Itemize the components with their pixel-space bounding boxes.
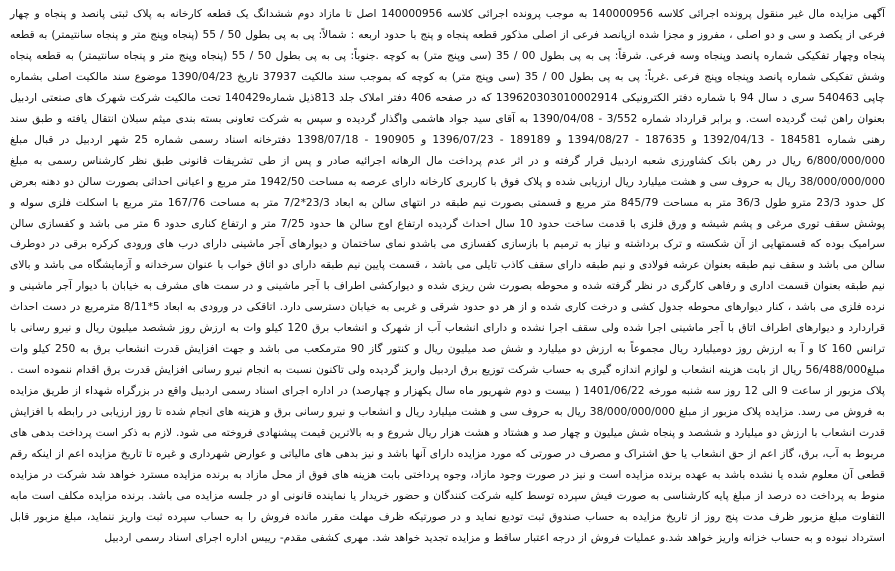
auction-notice-text: آگهی مزایده مال غیر منقول پرونده اجرائی کلاسه 140000956 به موجب پرونده اجرائی کلاسه 140000956 اصل تا مازاد دوم ششدانگ یک قطعه کارخانه به پلاک ثبتی پانصد و پنجاه و چهار فرعی از یکصد و سی و دو اصلی ، مفروز و مجزا شده ازپانصد فرعی از اصلی مذکور قطعه پنجاه و پنج با حدود اربعه : شمالاً: پی به پی بطول 50 / 55 (پنجاه وپنج متر و پنجاه سانتیمتر) به قطعه پنجاه وچهار تفکیکی شماره پانصد وپنجاه وسه فرعی. شرقاً: پی به پی بطول 00 / 35 (سی وپنج متر) به کوچه .جنوباً: پی به پی بطول 50 / 55 (پنجاه وپنج متر و پنجاه سانتیمتر) به قطعه پنجاه وشش تفکیکی شماره پانصد وپنجاه وپنج فرعی .غرباً: پی به پی بطول 00 / 35 (سی وپنج متر) به کوچه که بموجب سند مالکیت 37937 تاریخ 1390/04/23 موضوع سند مالکیت اصلی بشماره چاپی 540463 سری د سال 94 با شماره دفتر الکترونیکی 139620303010002914 که در صفحه 406 دفتر املاک جلد 813ذیل شماره140429 تحت مالکیت شرکت شهرک های صنعتی اردبیل بعنوان راهن ثبت گردیده است. و برابر قرارداد شماره 3/552 - 1390/04/08 به آقای سید جواد هاشمی واگذار گردیده و سپس به شرکت تعاونی بسته بندی میثم سبلان انتقال یافته و طبق سند رهنی شماره 184581 - 1392/04/13 و 187635 - 1394/08/27 و 189189 - 1396/07/23 و 190905 - 1398/07/18 دفترخانه اسناد رسمی شماره 25 شهر اردبیل در قبال مبلغ 6/800/000/000 ریال در رهن بانک کشاورزی شعبه اردبیل قرار گرفته و در اثر عدم پرداخت مال الرهانه اجرائیه صادر و پس از طی تشریفات قانونی طبق نظر کارشناس رسمی به مبلغ 38/000/000/000 ریال به حروف سی و هشت میلیارد ریال ارزیابی شده و پلاک فوق با کاربری کارخانه دارای عرصه به مساحت 1942/50 متر مربع و اعیانی احداثی بصورت سالن دو دهنه بعرض کل حدود 23/3 مترو طول 36/3 متر به مساحت 845/79 متر مربع و قسمتی بصورت نیم طبقه در انتهای سالن به ابعاد 23/3*7/2 متر به مساحت 167/76 متر مربع با اسکلت فلزی سوله و پوشش سقف توری مرغی و پشم شیشه و ورق فلزی با قدمت ساخت حدود 10 سال احداث گردیده ارتفاع اوج سالن ها حدود 7/25 متر و ارتفاع کناری حدود 6 متر می باشد و کفسازی سالن سرامیک بوده که قسمتهایی از آن شکسته و ترک برداشته و نیاز به ترمیم با بازسازی کفسازی می باشدو نمای ساختمان و دیوارهای آجر ماشینی دارای درب های ورودی کرکره برقی در دوطرف سالن می باشد و سقف نیم طبقه بعنوان عرشه فولادی و نیم طبقه دارای سقف کاذب تایلی می باشد ، قسمت پایین نیم طبقه دارای دو اتاق خواب با عنوان سرخدانه و آزمایشگاه می باشد و بالای نیم طبقه بعنوان قسمت اداری و رفاهی کارگری در نظر گرفته شده و محوطه بصورت شن ریزی شده و دیوارکشی اطراف با آجر ماشینی و در سمت های مشرف به خیابان با دیوار آجر ماشینی و نرده فلزی می باشد ، کنار دیوارهای محوطه جدول کشی و درخت کاری شده و از هر دو حدود شرقی و غربی به خیابان دسترسی دارد. اتاقکی در ورودی به ابعاد 5*8/11 مترمربع در دست احداث قراردارد و دیوارهای اطراف اتاق با آجر ماشینی اجرا شده ولی سقف اجرا نشده و دارای انشعاب آب از شهرک و انشعاب برق 120 کیلو وات به ارزش روز ششصد میلیون ریال و نیرو رسانی با ترانس 160 کا و آ به ارزش روز دومیلیارد ریال مجموعاً به ارزش دو میلیارد و شش صد میلیون ریال و کنتور گاز 90 مترمکعب می باشد و جهت افزایش قدرت انشعاب برق به 250 کیلو وات مبلغ56/488/000 ریال از بابت هزینه انشعاب و لوازم اندازه گیری به حساب شرکت توزیع برق اردبیل واریز گردیده ولی تاکنون نسبت به انجام نیرو رسانی افزایش قدرت برق اقدام ننموده است . پلاک مزبور از ساعت 9 الی 12 روز سه شنبه مورخه 1401/06/22 ( بیست و دوم شهریور ماه سال یکهزار و چهارصد) در اداره اجرای اسناد رسمی اردبیل واقع در بزرگراه شهداء از طریق مزایده به فروش می رسد. مزایده پلاک مزبور از مبلغ 38/000/000/000 ریال به حروف سی و هشت میلیارد ریال و انشعاب و نیرو رسانی برق و هزینه های انجام شده تا روز ارزیابی در رابطه با افزایش قدرت انشعاب با ارزش دو میلیارد و ششصد و پنجاه شش میلیون و چهار صد و هشتاد و هشت هزار ریال شروع و به بالاترین قیمت پیشنهادی فروخته می شود. لازم به ذکر است پرداخت بدهی های مربوط به آب، برق، گاز اعم از حق انشعاب یا حق اشتراک و مصرف در صورتی که مورد مزایده دارای آنها باشد و نیز بدهی های مالیاتی و عوارض شهرداری و غیره تا تاریخ مزایده اعم از اینکه رقم قطعی آن معلوم شده یا نشده باشد به عهده برنده مزایده است و نیز در صورت وجود مازاد، وجوه پرداختی بابت هزینه های فوق از محل مازاد به برنده مزایده مسترد خواهد شد شرکت در مزایده منوط به پرداخت ده درصد از مبلغ پایه کارشناسی به صورت فیش سپرده توسط کلیه شرکت کنندگان و حضور خریدار یا نماینده قانونی او در جلسه مزایده می باشد. برنده مزایده مکلف است مابه التفاوت مبلغ مزبور ظرف مدت پنج روز از تاریخ مزایده به حساب صندوق ثبت تودیع نماید و در صورتیکه ظرف مهلت مقرر مانده فروش را به حساب سپرده ثبت واریز ننماید، مبلغ مزبور قابل استرداد نبوده و به حساب خزانه واریز خواهد شد.و عملیات فروش از درجه اعتبار ساقط و مزایده تجدید خواهد شد. مهری کشفی مقدم- رییس اداره اجرای اسناد رسمی اردبیل [10, 7, 886, 544]
